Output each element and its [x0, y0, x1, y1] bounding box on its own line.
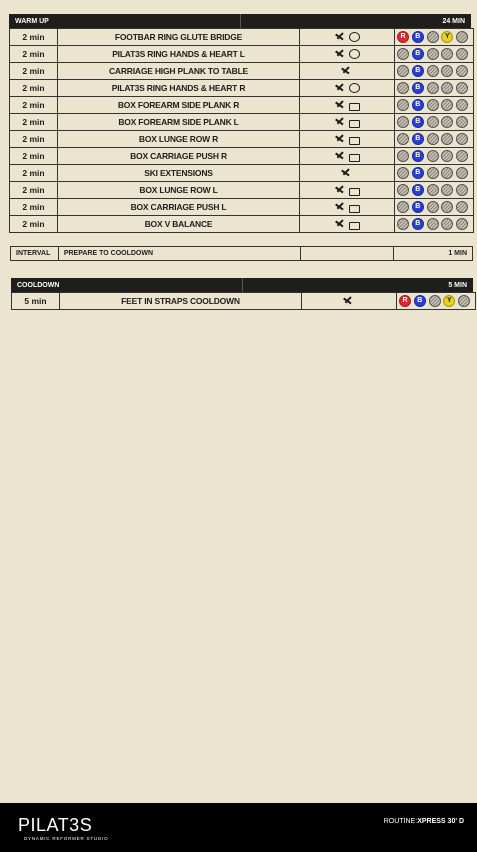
spring-grey [456, 218, 468, 230]
spring-settings [395, 148, 474, 165]
spring-grey [441, 218, 453, 230]
box-icon [349, 205, 360, 213]
exercise-duration: 2 min [10, 114, 58, 131]
spring-grey [456, 31, 468, 43]
spring-settings [395, 29, 474, 46]
spring-blue: B [412, 48, 424, 60]
equipment-icons [300, 46, 395, 63]
spring-red: R [397, 31, 409, 43]
box-icon [349, 120, 360, 128]
hand-icon [334, 151, 346, 161]
exercise-duration: 2 min [10, 165, 58, 182]
spring-grey [441, 150, 453, 162]
routine-name: XPRESS 30' D [417, 818, 464, 825]
hand-icon [334, 185, 346, 195]
hand-icon [334, 100, 346, 110]
exercise-row [10, 97, 474, 114]
spring-settings [395, 63, 474, 80]
spring-settings [395, 46, 474, 63]
exercise-row [10, 63, 474, 80]
brand-logo: PILAT3S [18, 815, 93, 835]
spring-grey [427, 133, 439, 145]
exercise-duration: 2 min [10, 182, 58, 199]
equipment-icons [300, 216, 395, 233]
exercise-duration: 2 min [10, 148, 58, 165]
spring-blue: B [412, 116, 424, 128]
spring-grey [397, 116, 409, 128]
exercise-row [10, 199, 474, 216]
cooldown-total: 5 MIN [448, 281, 467, 289]
spring-grey [441, 201, 453, 213]
hand-icon [334, 134, 346, 144]
spring-grey [456, 65, 468, 77]
spring-grey [427, 167, 439, 179]
hand-icon [342, 296, 354, 306]
exercise-name: BOX V BALANCE [58, 216, 300, 233]
brand-tagline: DYNAMIC REFORMER STUDIO [24, 836, 109, 841]
footer [0, 803, 477, 852]
spring-grey [441, 65, 453, 77]
spring-settings [395, 80, 474, 97]
hand-icon [340, 168, 352, 178]
spring-blue: B [414, 295, 426, 307]
spring-grey [456, 99, 468, 111]
spring-grey [441, 133, 453, 145]
spring-grey [397, 167, 409, 179]
spring-grey [441, 116, 453, 128]
spring-grey [397, 150, 409, 162]
exercise-row [10, 29, 474, 46]
hand-icon [334, 219, 346, 229]
spring-blue: B [412, 82, 424, 94]
exercise-row [10, 46, 474, 63]
spring-grey [441, 99, 453, 111]
exercise-row [10, 216, 474, 233]
spring-grey [427, 82, 439, 94]
hand-icon [334, 83, 346, 93]
spring-grey [397, 133, 409, 145]
spring-grey [397, 48, 409, 60]
routine-info [384, 818, 464, 825]
spring-settings [395, 131, 474, 148]
spring-grey [456, 48, 468, 60]
spring-blue: B [412, 218, 424, 230]
spring-grey [441, 82, 453, 94]
exercise-duration: 2 min [10, 199, 58, 216]
spring-grey [427, 150, 439, 162]
exercise-row [10, 80, 474, 97]
exercise-duration: 2 min [10, 46, 58, 63]
spring-settings [395, 114, 474, 131]
interval-name: PREPARE TO COOLDOWN [59, 247, 301, 260]
spring-grey [397, 218, 409, 230]
equipment-icons [300, 114, 395, 131]
spring-yellow: Y [443, 295, 455, 307]
routine-label: ROUTINE: [383, 818, 418, 825]
spring-grey [456, 133, 468, 145]
spring-settings [397, 293, 476, 310]
spring-settings [395, 182, 474, 199]
exercise-name: PILAT3S RING HANDS & HEART L [58, 46, 300, 63]
spring-grey [427, 184, 439, 196]
warmup-total: 24 MIN [442, 17, 465, 25]
interval-label: INTERVAL [11, 247, 59, 260]
hand-icon [334, 117, 346, 127]
spring-grey [429, 295, 441, 307]
exercise-duration: 2 min [10, 216, 58, 233]
equipment-icons [300, 29, 395, 46]
spring-settings [395, 199, 474, 216]
spring-grey [397, 82, 409, 94]
exercise-row [12, 293, 476, 310]
spring-settings [395, 216, 474, 233]
equipment-icons [300, 148, 395, 165]
spring-settings [395, 97, 474, 114]
spring-grey [397, 65, 409, 77]
ring-icon [349, 83, 360, 93]
equipment-icons [300, 97, 395, 114]
spring-blue: B [412, 133, 424, 145]
exercise-name: CARRIAGE HIGH PLANK TO TABLE [58, 63, 300, 80]
spring-blue: B [412, 65, 424, 77]
cooldown-header [11, 278, 473, 292]
spring-blue: B [412, 150, 424, 162]
spring-grey [458, 295, 470, 307]
exercise-duration: 5 min [12, 293, 60, 310]
exercise-name: PILAT3S RING HANDS & HEART R [58, 80, 300, 97]
box-icon [349, 222, 360, 230]
equipment-icons [302, 293, 397, 310]
ring-icon [349, 32, 360, 42]
spring-grey [427, 218, 439, 230]
spring-red: R [399, 295, 411, 307]
spring-blue: B [412, 201, 424, 213]
box-icon [349, 188, 360, 196]
hand-icon [334, 202, 346, 212]
spring-grey [441, 184, 453, 196]
exercise-duration: 2 min [10, 131, 58, 148]
exercise-name: BOX LUNGE ROW L [58, 182, 300, 199]
exercise-row [10, 182, 474, 199]
exercise-duration: 2 min [10, 80, 58, 97]
exercise-name: BOX CARRIAGE PUSH R [58, 148, 300, 165]
spring-grey [427, 65, 439, 77]
warmup-table [9, 28, 474, 233]
exercise-name: FOOTBAR RING GLUTE BRIDGE [58, 29, 300, 46]
exercise-name: SKI EXTENSIONS [58, 165, 300, 182]
box-icon [349, 154, 360, 162]
equipment-icons [300, 182, 395, 199]
exercise-name: BOX CARRIAGE PUSH L [58, 199, 300, 216]
hand-icon [340, 66, 352, 76]
spring-blue: B [412, 184, 424, 196]
exercise-duration: 2 min [10, 29, 58, 46]
hand-icon [334, 49, 346, 59]
spring-grey [427, 31, 439, 43]
spring-blue: B [412, 99, 424, 111]
exercise-name: BOX LUNGE ROW R [58, 131, 300, 148]
cooldown-title: COOLDOWN [17, 281, 60, 289]
spring-blue: B [412, 31, 424, 43]
spring-grey [456, 82, 468, 94]
exercise-row [10, 131, 474, 148]
warmup-title: WARM UP [15, 17, 49, 25]
spring-grey [397, 201, 409, 213]
interval-row [10, 246, 473, 261]
spring-grey [441, 48, 453, 60]
box-icon [349, 103, 360, 111]
warmup-header [9, 14, 471, 28]
spring-grey [456, 201, 468, 213]
spring-grey [456, 150, 468, 162]
spring-grey [456, 116, 468, 128]
spring-grey [441, 167, 453, 179]
equipment-icons [300, 80, 395, 97]
spring-yellow: Y [441, 31, 453, 43]
spring-grey [397, 184, 409, 196]
interval-duration: 1 MIN [448, 250, 467, 257]
interval-extra [301, 247, 395, 260]
box-icon [349, 137, 360, 145]
spring-grey [456, 167, 468, 179]
equipment-icons [300, 165, 395, 182]
exercise-row [10, 165, 474, 182]
equipment-icons [300, 63, 395, 80]
exercise-row [10, 148, 474, 165]
spring-grey [427, 99, 439, 111]
exercise-name: BOX FOREARM SIDE PLANK L [58, 114, 300, 131]
exercise-row [10, 114, 474, 131]
exercise-name: FEET IN STRAPS COOLDOWN [60, 293, 302, 310]
exercise-duration: 2 min [10, 63, 58, 80]
cooldown-table [11, 292, 476, 310]
spring-grey [427, 116, 439, 128]
spring-grey [427, 201, 439, 213]
spring-grey [427, 48, 439, 60]
spring-grey [456, 184, 468, 196]
equipment-icons [300, 199, 395, 216]
spring-blue: B [412, 167, 424, 179]
hand-icon [334, 32, 346, 42]
exercise-name: BOX FOREARM SIDE PLANK R [58, 97, 300, 114]
spring-grey [397, 99, 409, 111]
exercise-duration: 2 min [10, 97, 58, 114]
spring-settings [395, 165, 474, 182]
ring-icon [349, 49, 360, 59]
equipment-icons [300, 131, 395, 148]
